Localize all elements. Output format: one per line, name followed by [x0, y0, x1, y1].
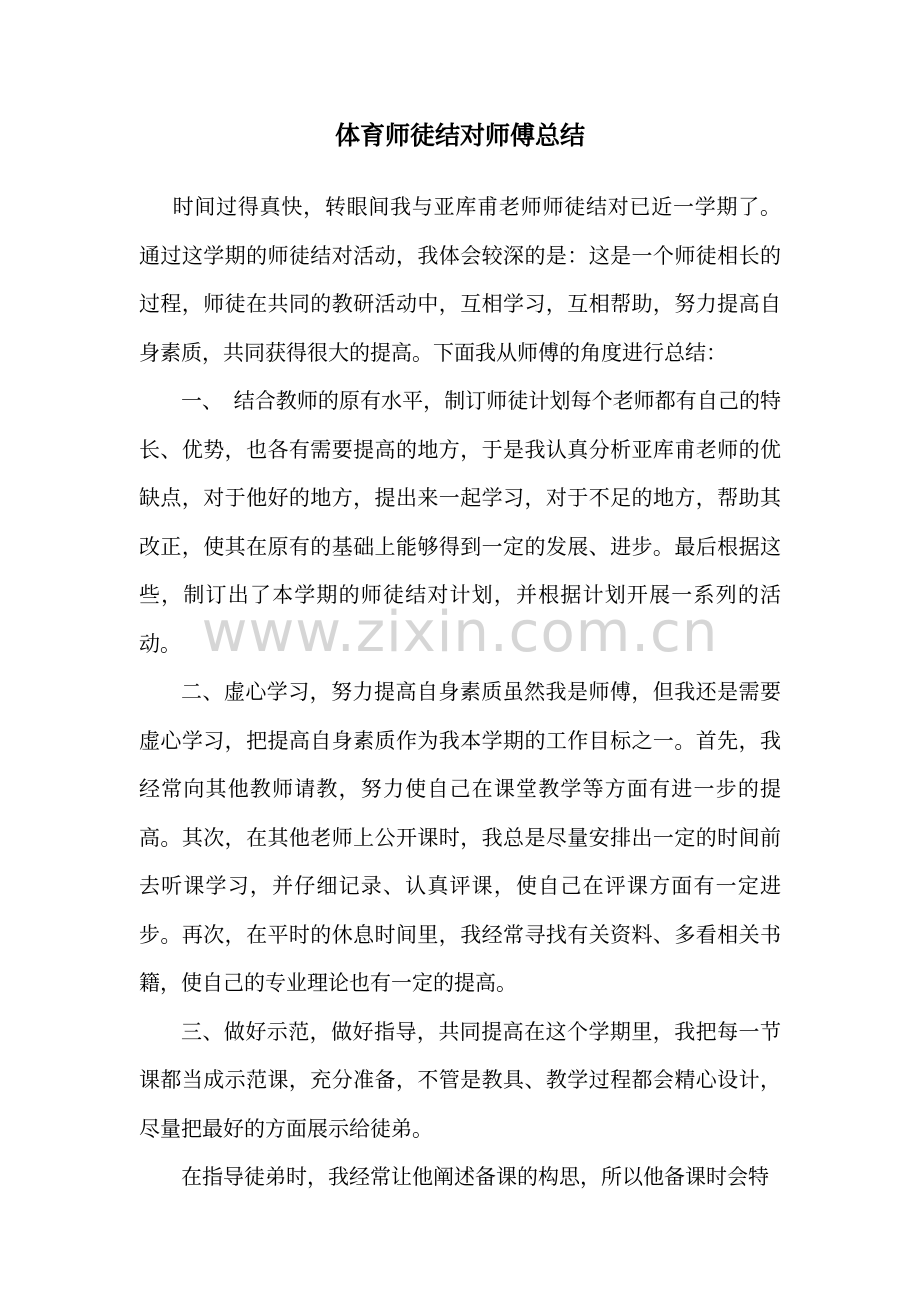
paragraph-section-one: 一、 结合教师的原有水平，制订师徒计划每个老师都有自己的特长、优势，也各有需要提高的地方，于是我认真分析亚库甫老师的优缺点，对于他好的地方，提出来一起学习，对于不足的地方，帮助其改正，使其在原有的基础上能够得到一定的发展、进步。最后根据这些，制订出了本学期的师徒结对计划，并根据计划开展一系列的活动。 [139, 389, 781, 656]
paragraph-section-three: 三、做好示范，做好指导，共同提高在这个学期里，我把每一节课都当成示范课，充分准备，不管是教具、教学过程都会精心设计，尽量把最好的方面展示给徒弟。 [139, 1019, 781, 1141]
paragraph-section-two: 二、虚心学习，努力提高自身素质虽然我是师傅，但我还是需要虚心学习，把提高自身素质作为我本学期的工作目标之一。首先，我经常向其他教师请教，努力使自己在课堂教学等方面有进一步的提高。其次，在其他老师上公开课时，我总是尽量安排出一定的时间前去听课学习，并仔细记录、认真评课，使自己在评课方面有一定进步。再次，在平时的休息时间里，我经常寻找有关资料、多看相关书籍，使自己的专业理论也有一定的提高。 [139, 680, 781, 995]
document-title: 体育师徒结对师傅总结 [334, 121, 585, 150]
watermark-text: www.zixin.com.cn [201, 600, 719, 665]
paragraph-intro: 时间过得真快，转眼间我与亚库甫老师师徒结对已近一学期了。通过这学期的师徒结对活动，我体会较深的是：这是一个师徒相长的过程，师徒在共同的教研活动中，互相学习，互相帮助，努力提高自身素质，共同获得很大的提高。下面我从师傅的角度进行总结： [139, 195, 781, 365]
document-body [139, 183, 781, 1202]
paragraph-guidance: 在指导徒弟时，我经常让他阐述备课的构思，所以他备课时会特 [181, 1165, 769, 1189]
